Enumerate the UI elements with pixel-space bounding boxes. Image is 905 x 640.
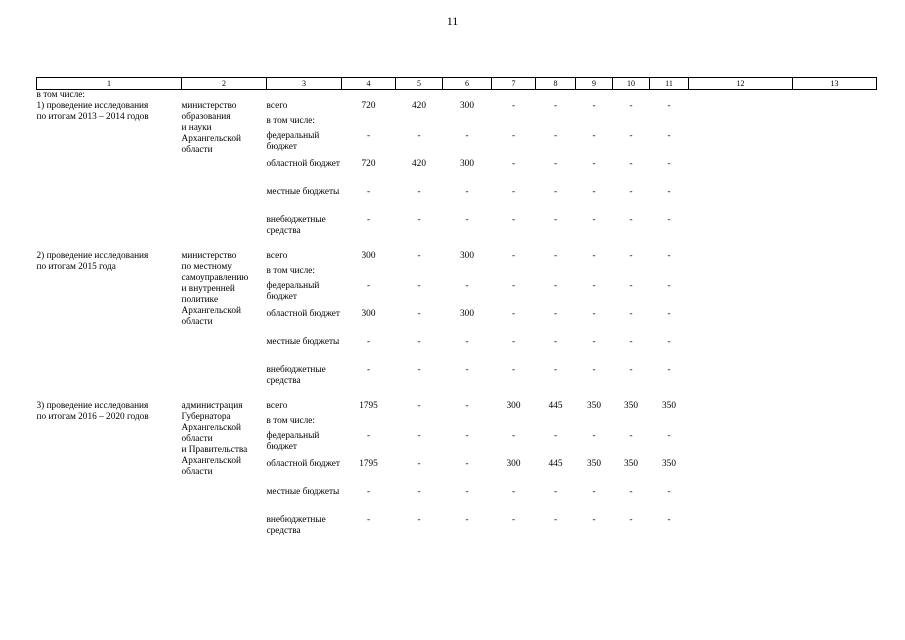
funding-value: 1795 [359,401,378,411]
executor [182,401,267,543]
funding-source: всего [266,101,288,111]
funding-value [689,487,793,515]
funding-value: - [629,251,633,261]
funding-value [536,266,576,281]
funding-value: 300 [460,101,474,111]
executor [182,101,267,243]
funding-value [443,416,492,431]
funding-value: - [511,101,516,111]
funding-value: - [511,159,516,169]
funding-value [689,431,793,459]
executor-line: области [181,434,213,444]
funding-value: 300 [361,251,376,261]
executor-line: области [181,145,213,155]
funding-value: - [592,309,596,319]
funding-value: - [592,281,596,291]
executor-line: образования [181,112,231,122]
activity-name-line: по итогам 2015 года [36,262,116,272]
funding-value: - [592,251,596,261]
executor-line: Архангельской [181,423,241,433]
funding-value: - [417,215,421,225]
funding-value [396,416,443,431]
activity-name [37,251,182,393]
funding-value [793,116,877,131]
funding-value: - [553,101,558,111]
funding-value: - [667,131,671,141]
funding-value: 720 [361,159,376,169]
funding-value: 350 [587,459,601,469]
funding-value: - [417,187,421,197]
executor-line: министерство [181,101,237,111]
funding-value: 300 [460,159,474,169]
funding-value [342,416,396,431]
funding-source: федеральный бюджет [266,281,320,302]
funding-value: - [629,159,633,169]
funding-value: - [553,309,558,319]
page-number: 11 [446,14,459,28]
funding-value: 350 [662,459,676,469]
funding-value [689,416,793,431]
funding-value: 1795 [359,459,378,469]
funding-source: в том числе: [266,266,315,276]
funding-value: - [629,131,633,141]
activity-name-line: по итогам 2016 – 2020 годов [36,412,149,422]
funding-value: - [511,487,516,497]
funding-value: - [629,309,633,319]
column-number-header: 10 [613,78,650,90]
executor-line: области [181,467,213,477]
funding-value: - [667,337,671,347]
funding-value: - [465,431,469,441]
block-spacer [37,243,877,251]
funding-value [650,416,689,431]
funding-value: - [667,215,671,225]
funding-value [689,459,793,487]
funding-value [576,266,613,281]
funding-value: 445 [548,459,563,469]
funding-value: - [553,515,558,525]
funding-value: - [417,459,421,469]
funding-value [689,309,793,337]
funding-value: 300 [506,401,521,411]
funding-value [689,131,793,159]
funding-source: местные бюджеты [266,187,340,197]
funding-value: - [511,281,516,291]
funding-value: - [465,487,469,497]
funding-value [793,401,877,416]
executor-line: Архангельской [181,134,241,144]
funding-value: - [366,187,371,197]
funding-value: 420 [412,101,426,111]
funding-value [793,215,877,243]
funding-value: - [592,487,596,497]
funding-value: - [592,187,596,197]
table-row [37,401,877,416]
executor-line: самоуправлению [181,273,249,283]
funding-source: в том числе: [266,416,315,426]
intro-row [37,90,877,102]
funding-value: 350 [624,401,638,411]
funding-value: - [511,187,516,197]
column-number-row [37,78,877,90]
funding-value [689,365,793,393]
funding-value [689,266,793,281]
column-number-header: 12 [689,78,793,90]
funding-value [793,309,877,337]
funding-value [492,266,536,281]
funding-value [342,266,396,281]
funding-value [689,515,793,543]
activity-name [37,401,182,543]
activity-name-line: 2) проведение исследования [36,251,149,261]
funding-value: - [629,515,633,525]
funding-value: - [667,281,671,291]
funding-value [689,187,793,215]
column-number-header: 4 [342,78,396,90]
funding-value: - [553,131,558,141]
column-number-header: 13 [793,78,877,90]
activity-name-line: по итогам 2013 – 2014 годов [36,112,149,122]
funding-value [613,116,650,131]
funding-value: - [366,131,371,141]
funding-value: - [667,309,671,319]
funding-source: всего [266,401,288,411]
funding-value: - [667,487,671,497]
funding-value [613,416,650,431]
funding-value: - [592,101,596,111]
funding-value [396,266,443,281]
funding-value: - [417,251,421,261]
funding-value [689,337,793,365]
funding-value: 420 [412,159,426,169]
funding-value: - [629,101,633,111]
funding-value: - [511,365,516,375]
activity-name-line: 1) проведение исследования [36,101,149,111]
funding-value [793,337,877,365]
funding-value: - [465,365,469,375]
funding-value: - [553,281,558,291]
funding-value: - [553,487,558,497]
funding-value: - [667,101,671,111]
funding-value: - [366,487,371,497]
funding-value [793,459,877,487]
funding-value: - [366,281,371,291]
executor-line: и Правительства [181,445,248,455]
funding-value [793,515,877,543]
funding-value: - [667,431,671,441]
executor [182,251,267,393]
funding-value [492,116,536,131]
executor-line: и внутренней [181,284,235,294]
funding-value: - [465,337,469,347]
funding-source: федеральный бюджет [266,431,320,452]
block-spacer-cell [37,393,877,401]
funding-value: - [592,215,596,225]
funding-value: - [511,215,516,225]
column-number-header: 6 [443,78,492,90]
table-row [37,101,877,116]
executor-line: администрация [181,401,243,411]
funding-value: - [592,365,596,375]
funding-value: 350 [662,401,676,411]
activity-name-line: 3) проведение исследования [36,401,149,411]
funding-value: - [366,337,371,347]
block-spacer [37,393,877,401]
funding-source: федеральный бюджет [266,131,320,152]
funding-value [793,281,877,309]
funding-value: - [366,365,371,375]
funding-value [613,266,650,281]
funding-value [443,116,492,131]
funding-value [689,401,793,416]
funding-value: - [553,337,558,347]
funding-value [793,101,877,116]
column-number-header: 9 [576,78,613,90]
funding-value [689,159,793,187]
funding-value [443,266,492,281]
funding-value: - [667,365,671,375]
funding-value: - [592,159,596,169]
funding-value: - [629,487,633,497]
funding-value: - [417,337,421,347]
executor-line: области [181,317,213,327]
funding-value: - [511,515,516,525]
funding-value: - [629,431,633,441]
funding-value: - [465,459,469,469]
funding-value: - [465,401,469,411]
funding-value [793,416,877,431]
funding-value: - [465,515,469,525]
activity-name [37,101,182,243]
funding-value: - [553,159,558,169]
executor-line: Губернатора [181,412,231,422]
funding-source: областной бюджет [266,459,340,469]
executor-line: политике [181,295,219,305]
column-number-header: 1 [37,78,182,90]
funding-value: - [465,187,469,197]
funding-value: - [417,515,421,525]
funding-value: - [592,431,596,441]
funding-value: - [553,187,558,197]
block-spacer-cell [37,243,877,251]
funding-value: 300 [460,251,474,261]
funding-value [793,187,877,215]
funding-value [536,416,576,431]
funding-value: - [417,281,421,291]
funding-value: - [511,131,516,141]
funding-source: местные бюджеты [266,337,340,347]
funding-value: - [417,309,421,319]
funding-value [793,365,877,393]
funding-value: - [629,337,633,347]
funding-value: - [465,215,469,225]
funding-value: - [511,251,516,261]
funding-source: в том числе: [266,116,315,126]
table-row [37,251,877,266]
executor-line: Архангельской [181,456,241,466]
funding-source: областной бюджет [266,309,340,319]
column-number-header: 2 [182,78,267,90]
executor-line: по местному [181,262,232,272]
funding-value: - [553,251,558,261]
funding-value [650,116,689,131]
funding-value: - [511,431,516,441]
column-number-header: 11 [650,78,689,90]
funding-value: - [629,215,633,225]
funding-value: 720 [361,101,376,111]
funding-value [793,251,877,266]
funding-value: - [417,365,421,375]
funding-value: - [592,515,596,525]
funding-value: - [667,159,671,169]
funding-value [342,116,396,131]
funding-value [689,281,793,309]
funding-value: - [366,431,371,441]
funding-value: - [417,487,421,497]
funding-value: 350 [624,459,638,469]
funding-value: 300 [361,309,376,319]
funding-value: 350 [587,401,601,411]
funding-value [793,487,877,515]
funding-source: внебюджетные средства [266,365,326,386]
funding-value: 300 [460,309,474,319]
funding-value: - [465,131,469,141]
funding-value: - [417,131,421,141]
funding-source: местные бюджеты [266,487,340,497]
funding-value: - [366,515,371,525]
funding-source: внебюджетные средства [266,215,326,236]
funding-value [793,431,877,459]
funding-value [689,215,793,243]
funding-value: - [417,431,421,441]
funding-value [536,116,576,131]
funding-value [689,116,793,131]
funding-value: - [592,337,596,347]
funding-value: - [553,215,558,225]
intro-text: в том числе: [36,90,85,100]
funding-value: - [417,401,421,411]
funding-value [793,266,877,281]
funding-source: внебюджетные средства [266,515,326,536]
column-number-header: 3 [267,78,342,90]
funding-value: - [629,187,633,197]
funding-value [396,116,443,131]
funding-source: областной бюджет [266,159,340,169]
funding-value [689,251,793,266]
funding-value: - [667,515,671,525]
funding-value: - [511,337,516,347]
funding-value [793,159,877,187]
funding-value: - [667,251,671,261]
funding-source: всего [266,251,288,261]
funding-value: - [553,365,558,375]
column-number-header: 7 [492,78,536,90]
funding-value: 300 [506,459,521,469]
funding-value: - [629,365,633,375]
funding-value [576,116,613,131]
column-number-header: 5 [396,78,443,90]
executor-line: и науки [181,123,212,133]
column-number-header: 8 [536,78,576,90]
funding-value: - [667,187,671,197]
funding-value [650,266,689,281]
funding-value: - [553,431,558,441]
funding-value [689,101,793,116]
funding-value [576,416,613,431]
funding-value: - [465,281,469,291]
executor-line: Архангельской [181,306,241,316]
funding-value: - [366,215,371,225]
funding-value: - [629,281,633,291]
funding-value: 445 [548,401,563,411]
funding-value: - [511,309,516,319]
budget-table [36,77,877,543]
executor-line: министерство [181,251,237,261]
funding-value: - [592,131,596,141]
funding-value [793,131,877,159]
funding-value [492,416,536,431]
